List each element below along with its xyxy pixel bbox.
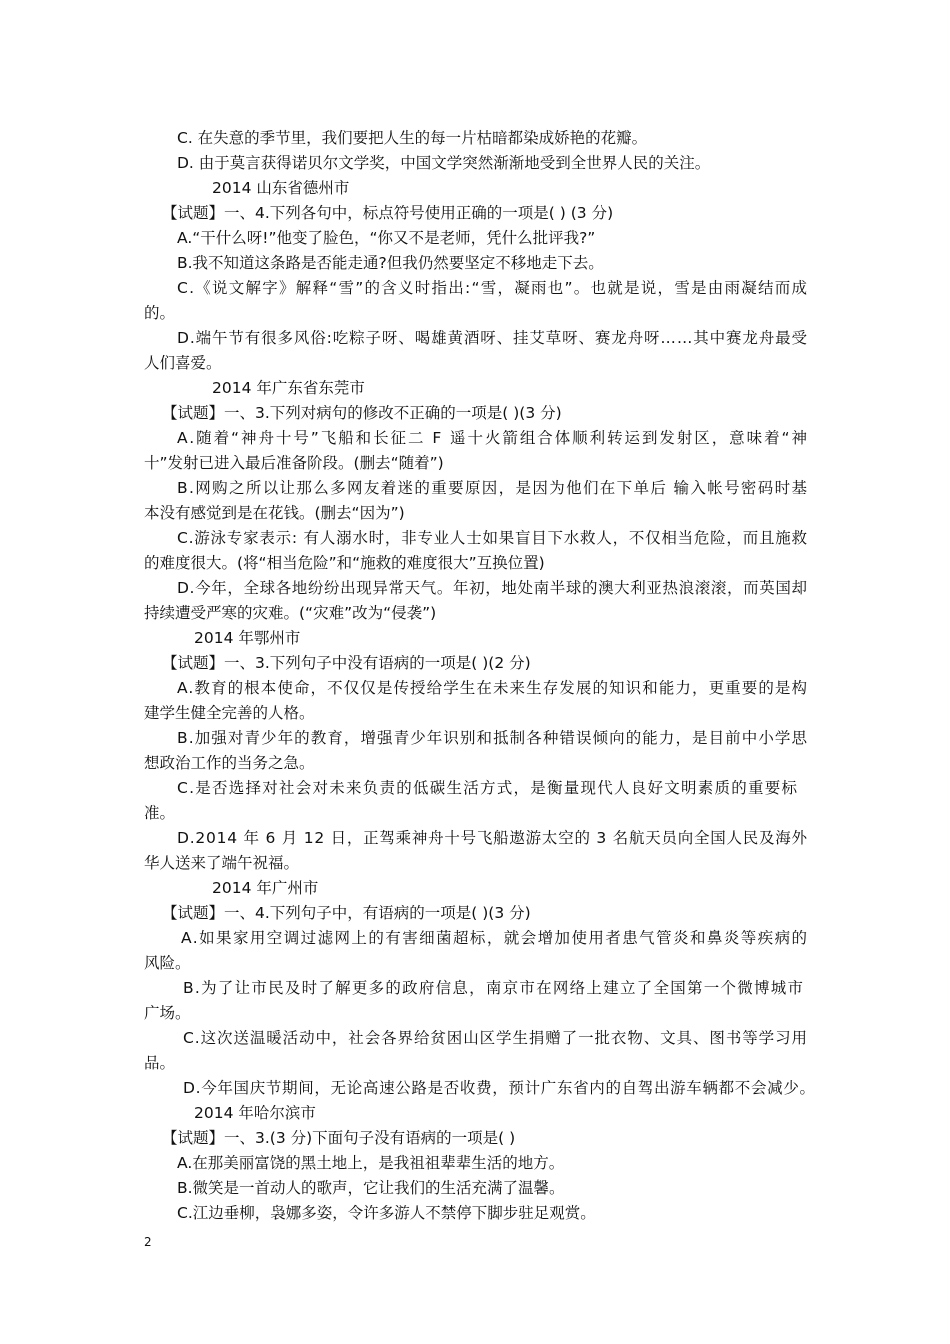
text-line: 持续遭受严寒的灾难。(“灾难”改为“侵袭”) — [144, 604, 437, 622]
text-line: 2014 年广州市 — [212, 879, 319, 897]
text-line: C.江边垂柳，袅娜多姿，令许多游人不禁停下脚步驻足观赏。 — [177, 1204, 596, 1222]
text-line: 2014 年鄂州市 — [194, 629, 301, 647]
text-line: 2014 年哈尔滨市 — [194, 1104, 316, 1122]
text-line: 十”发射已进入最后准备阶段。(删去“随着”) — [144, 454, 444, 472]
text-line: A.“干什么呀!”他变了脸色，“你又不是老师，凭什么批评我?” — [177, 229, 596, 247]
text-line: D.今年，全球各地纷纷出现异常天气。年初，地处南半球的澳大利亚热浪滚滚，而英国却 — [177, 579, 808, 597]
text-line: 风险。 — [144, 954, 191, 972]
text-line: A.如果家用空调过滤网上的有害细菌超标，就会增加使用者患气管炎和鼻炎等疾病的 — [181, 929, 809, 947]
text-line: 建学生健全完善的人格。 — [144, 704, 315, 722]
text-line: A.教育的根本使命，不仅仅是传授给学生在未来生存发展的知识和能力，更重要的是构 — [177, 679, 809, 697]
text-line: 【试题】一、3.(3 分)下面句子没有语病的一项是( ) — [162, 1129, 516, 1147]
text-line: 的难度很大。(将“相当危险”和“施救的难度很大”互换位置) — [144, 554, 545, 572]
text-line: 【试题】一、3.下列句子中没有语病的一项是( )(2 分) — [162, 654, 531, 672]
text-line: B.我不知道这条路是否能走通?但我仍然要坚定不移地走下去。 — [177, 254, 604, 272]
text-line: C.这次送温暖活动中，社会各界给贫困山区学生捐赠了一批衣物、文具、图书等学习用 — [183, 1029, 808, 1047]
text-line: 本没有感觉到是在花钱。(删去“因为”) — [144, 504, 405, 522]
text-line: 【试题】一、3.下列对病句的修改不正确的一项是( )(3 分) — [162, 404, 562, 422]
text-line: D.今年国庆节期间，无论高速公路是否收费，预计广东省内的自驾出游车辆都不会减少。 — [183, 1079, 816, 1097]
text-line: D.2014 年 6 月 12 日，正驾乘神舟十号飞船遨游太空的 3 名航天员向全国人民及海外 — [177, 829, 808, 847]
text-line: C. 在失意的季节里，我们要把人生的每一片枯暗都染成娇艳的花瓣。 — [177, 129, 648, 147]
text-line: 品。 — [144, 1054, 176, 1072]
text-line: A.在那美丽富饶的黑土地上，是我祖祖辈辈生活的地方。 — [177, 1154, 565, 1172]
text-line: 2014 年广东省东莞市 — [212, 379, 365, 397]
text-line: 【试题】一、4.下列句子中，有语病的一项是( )(3 分) — [162, 904, 531, 922]
text-line: A.随着“神舟十号”飞船和长征二 F 遥十火箭组合体顺利转运到发射区，意味着“神 — [177, 429, 809, 447]
text-line: 华人送来了端午祝福。 — [144, 854, 300, 872]
text-line: D. 由于莫言获得诺贝尔文学奖，中国文学突然渐渐地受到全世界人民的关注。 — [177, 154, 711, 172]
text-line: 人们喜爱。 — [144, 354, 222, 372]
text-line: 【试题】一、4.下列各句中，标点符号使用正确的一项是( ) (3 分) — [162, 204, 614, 222]
text-line: 广场。 — [144, 1004, 191, 1022]
text-line: B.加强对青少年的教育，增强青少年识别和抵制各种错误倾向的能力，是目前中小学思 — [177, 729, 809, 747]
text-line: C.《说文解字》解释“雪”的含义时指出:“雪，凝雨也”。也就是说，雪是由雨凝结而成 — [177, 279, 809, 297]
text-line: 的。 — [144, 304, 176, 322]
text-line: 想政治工作的当务之急。 — [144, 754, 315, 772]
text-line: C.游泳专家表示: 有人溺水时，非专业人士如果盲目下水救人，不仅相当危险，而且施救 — [177, 529, 808, 547]
text-line: 准。 — [144, 804, 176, 822]
text-line: D.端午节有很多风俗:吃粽子呀、喝雄黄酒呀、挂艾草呀、赛龙舟呀……其中赛龙舟最受 — [177, 329, 808, 347]
text-line: B.微笑是一首动人的歌声，它让我们的生活充满了温馨。 — [177, 1179, 565, 1197]
text-line: B.为了让市民及时了解更多的政府信息，南京市在网络上建立了全国第一个微博城市 — [183, 979, 805, 997]
page-number: 2 — [144, 1235, 152, 1249]
text-line: 2014 山东省德州市 — [212, 179, 350, 197]
text-line: C.是否选择对社会对未来负责的低碳生活方式，是衡量现代人良好文明素质的重要标 — [177, 779, 799, 797]
text-line: B.网购之所以让那么多网友着迷的重要原因，是因为他们在下单后 输入帐号密码时基 — [177, 479, 809, 497]
